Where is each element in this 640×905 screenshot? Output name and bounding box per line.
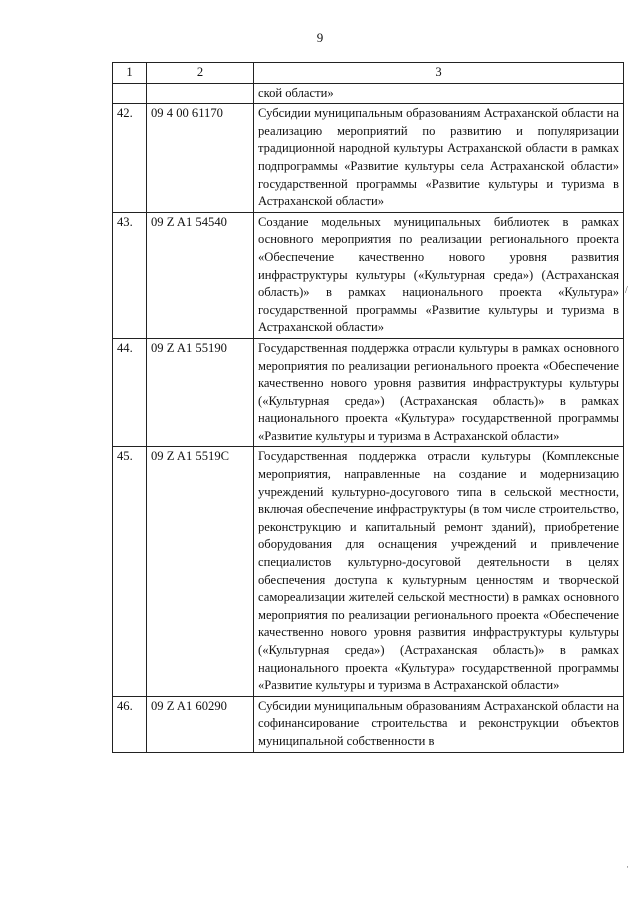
row-description: Субсидии муниципальным образованиям Астраханской области на софинансирование строительства и реконструкции объектов муниципальной собственности в <box>254 696 624 752</box>
budget-classification-table <box>112 62 624 753</box>
table-row <box>113 447 624 696</box>
continuation-code-cell <box>147 83 254 104</box>
margin-dot-mark: · <box>626 862 629 872</box>
table-row <box>113 696 624 752</box>
row-code: 09 Z A1 60290 <box>147 696 254 752</box>
table-row <box>113 212 624 338</box>
row-number: 42. <box>113 104 147 213</box>
table-row <box>113 104 624 213</box>
row-number: 44. <box>113 338 147 447</box>
row-code: 09 4 00 61170 <box>147 104 254 213</box>
header-col-3: 3 <box>254 63 624 84</box>
table-row-continuation <box>113 83 624 104</box>
row-description: Государственная поддержка отрасли культуры (Комплексные мероприятия, направленные на создание и модернизацию учреждений культурно-досугового типа в сельской местности, включая обеспечение инфраструктуры (в том числе строительство, реконструкцию и капитальный ремонт зданий), приобретение оборудования для оснащения учреждений и привлечение специалистов культурно-досуговой деятельности в целях обеспечения доступа к культурным ценностям и творческой самореализации жителей сельской местности) в рамках основного мероприятия по реализации регионального проекта «Обеспечение качественно нового уровня развития инфраструктуры культуры («Культурная среда») (Астраханская область)» в рамках национального проекта «Культура» государственной программы «Развитие культуры и туризма в Астраханской области» <box>254 447 624 696</box>
row-code: 09 Z A1 5519С <box>147 447 254 696</box>
continuation-num-cell <box>113 83 147 104</box>
header-col-2: 2 <box>147 63 254 84</box>
table-row <box>113 338 624 447</box>
row-code: 09 Z A1 55190 <box>147 338 254 447</box>
row-number: 43. <box>113 212 147 338</box>
page-number: 9 <box>316 30 324 45</box>
row-description: Создание модельных муниципальных библиотек в рамках основного мероприятия по реализации регионального проекта «Обеспечение качественно нового уровня развития инфраструктуры культуры («Культурная среда») (Астраханская область)» в рамках национального проекта «Культура» государственной программы «Развитие культуры и туризма в Астраханской области» <box>254 212 624 338</box>
header-col-1: 1 <box>113 63 147 84</box>
row-number: 46. <box>113 696 147 752</box>
margin-tick-mark: / <box>625 285 628 296</box>
row-description: Субсидии муниципальным образованиям Астраханской области на реализацию мероприятий по развитию и популяризации традиционной народной культуры Астраханской области в рамках подпрограммы «Развитие культуры села Астраханской области» государственной программы «Развитие культуры и туризма в Астраханской области» <box>254 104 624 213</box>
table-header-row <box>113 63 624 84</box>
row-number: 45. <box>113 447 147 696</box>
row-description: Государственная поддержка отрасли культуры в рамках основного мероприятия по реализации регионального проекта «Обеспечение качественно нового уровня развития инфраструктуры культуры («Культурная среда») (Астраханская область)» в рамках национального проекта «Культура» государственной программы «Развитие культуры и туризма в Астраханской области» <box>254 338 624 447</box>
row-code: 09 Z A1 54540 <box>147 212 254 338</box>
continuation-text: ской области» <box>254 83 624 104</box>
